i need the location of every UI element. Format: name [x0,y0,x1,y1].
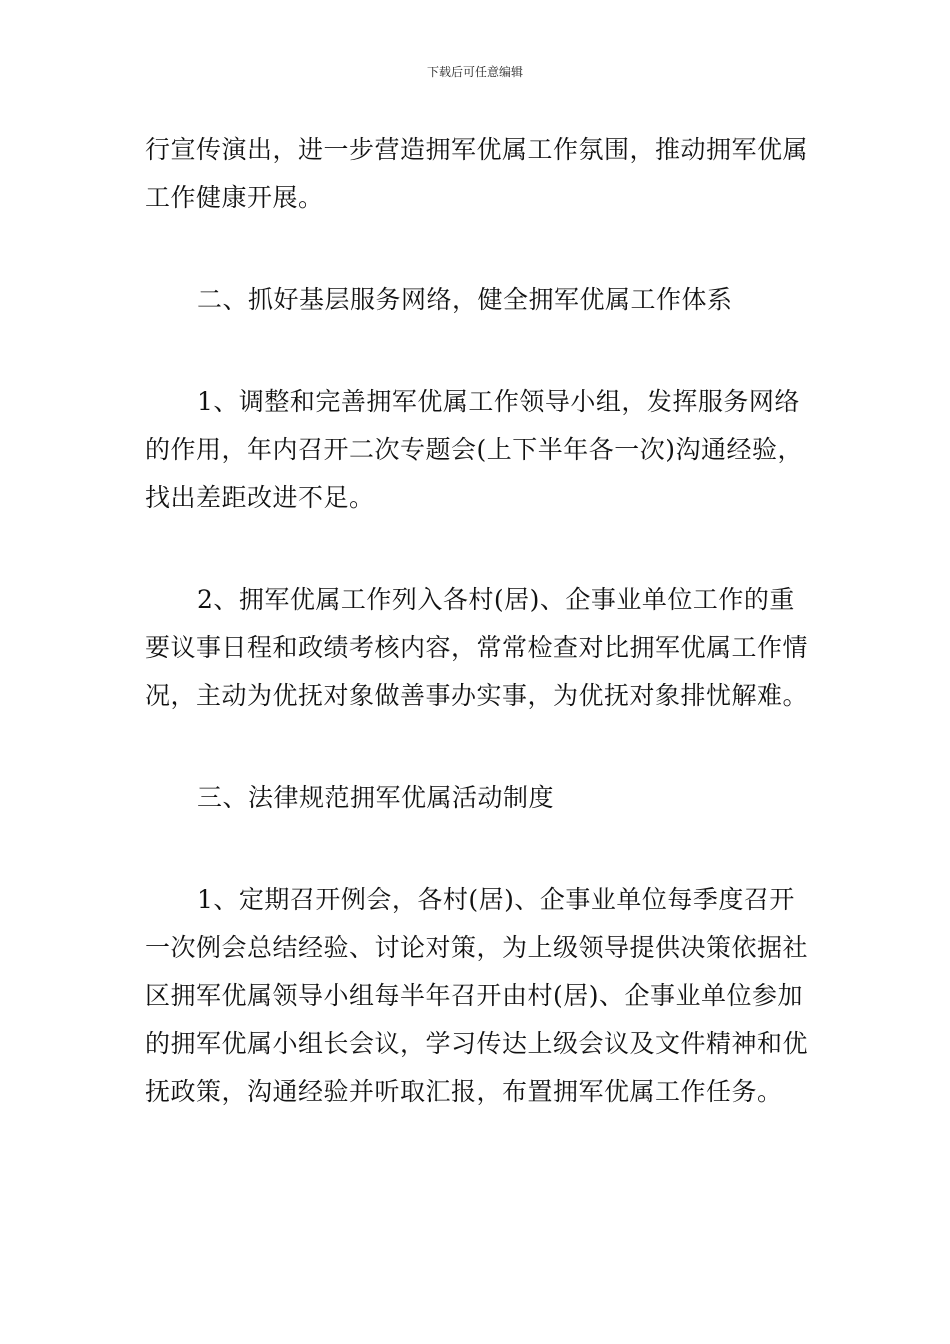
document-body [145,126,813,1116]
paragraph-item-1: 1、调整和完善拥军优属工作领导小组，发挥服务网络的作用，年内召开二次专题会(上下半年各一次)沟通经验，找出差距改进不足。 [145,387,804,512]
section-heading-3: 三、法律规范拥军优属活动制度 [197,783,555,812]
section-heading-2: 二、抓好基层服务网络，健全拥军优属工作体系 [197,285,733,314]
paragraph-item-3: 1、定期召开例会，各村(居)、企事业单位每季度召开一次例会总结经验、讨论对策，为上级领导提供决策依据社区拥军优属领导小组每半年召开由村(居)、企事业单位参加的拥军优属小组长会议，学习传达上级会议及文件精神和优抚政策，沟通经验并听取汇报，布置拥军优属工作任务。 [145,885,809,1106]
paragraph-continuation: 行宣传演出，进一步营造拥军优属工作氛围，推动拥军优属工作健康开展。 [145,135,809,212]
page-header: 下载后可任意编辑 [426,65,523,79]
paragraph-item-2: 2、拥军优属工作列入各村(居)、企事业单位工作的重要议事日程和政绩考核内容，常常检查对比拥军优属工作情况，主动为优抚对象做善事办实事，为优抚对象排忧解难。 [145,585,809,710]
